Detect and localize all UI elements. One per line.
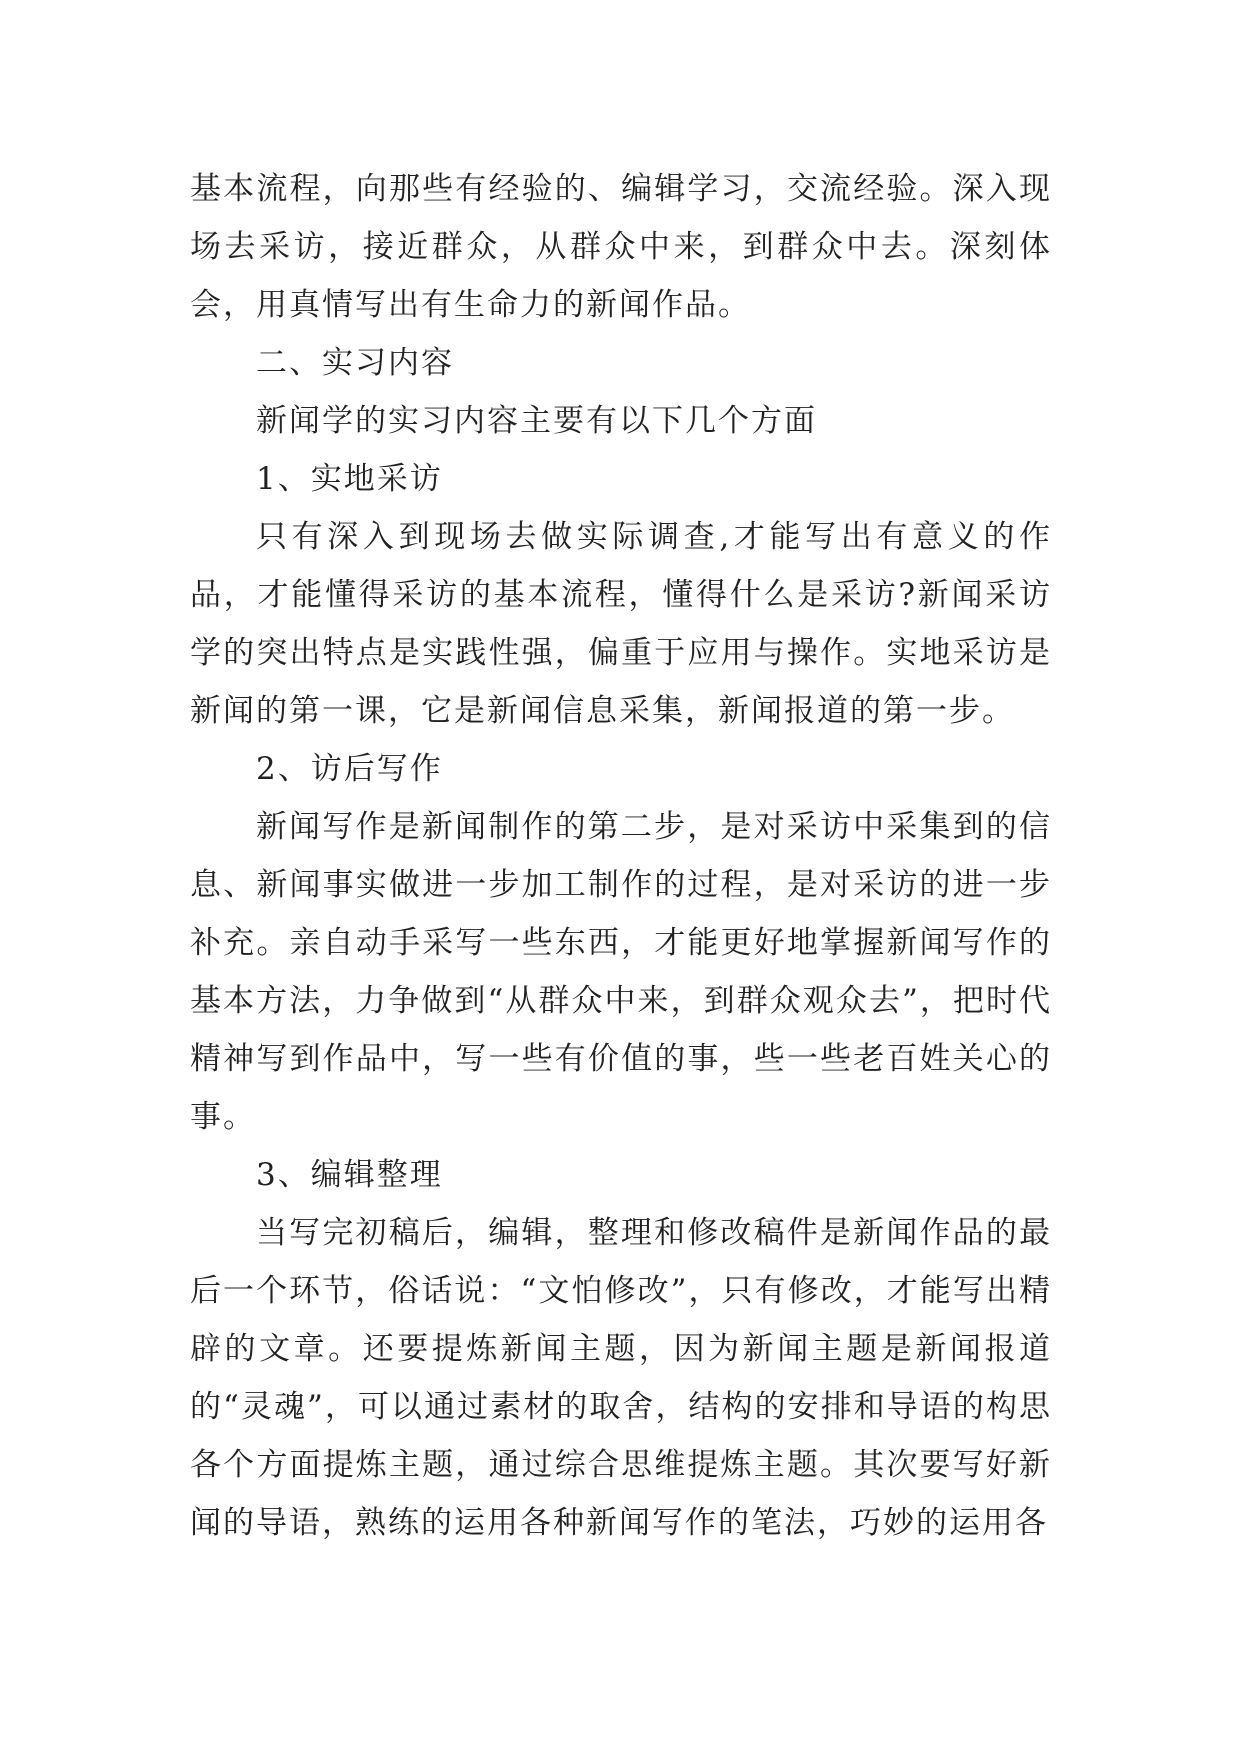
paragraph-editing: 当写完初稿后，编辑，整理和修改稿件是新闻作品的最后一个环节，俗话说：“文怕修改”，只有修改，才能写出精辟的文章。还要提炼新闻主题，因为新闻主题是新闻报道的“灵魂”，可以通过素材的取舍，结构的安排和导语的构思各个方面提炼主题，通过综合思维提炼主题。其次要写好新闻的导语，熟练的运用各种新闻写作的笔法，巧妙的运用各 xyxy=(190,1215,1052,1541)
subheading-field-interview: 1、实地采访 xyxy=(256,461,443,497)
paragraph-writing: 新闻写作是新闻制作的第二步，是对采访中采集到的信息、新闻事实做进一步加工制作的过程，是对采访的进一步补充。亲自动手采写一些东西，才能更好地掌握新闻写作的基本方法，力争做到“从群众中来，到群众观众去”，把时代精神写到作品中，写一些有价值的事，些一些老百姓关心的事。 xyxy=(190,809,1052,1135)
paragraph-field-interview: 只有深入到现场去做实际调查,才能写出有意义的作品，才能懂得采访的基本流程，懂得什么是采访?新闻采访学的突出特点是实践性强，偏重于应用与操作。实地采访是新闻的第一课，它是新闻信息采集，新闻报道的第一步。 xyxy=(190,519,1052,729)
subheading-post-interview-writing: 2、访后写作 xyxy=(256,751,443,787)
body-text xyxy=(190,160,1052,1552)
section-heading-internship-content: 二、实习内容 xyxy=(256,345,454,381)
subheading-editing: 3、编辑整理 xyxy=(256,1157,443,1193)
paragraph-continuation: 基本流程，向那些有经验的、编辑学习，交流经验。深入现场去采访，接近群众，从群众中来，到群众中去。深刻体会，用真情写出有生命力的新闻作品。 xyxy=(190,171,1052,323)
paragraph-intro: 新闻学的实习内容主要有以下几个方面 xyxy=(256,403,817,439)
